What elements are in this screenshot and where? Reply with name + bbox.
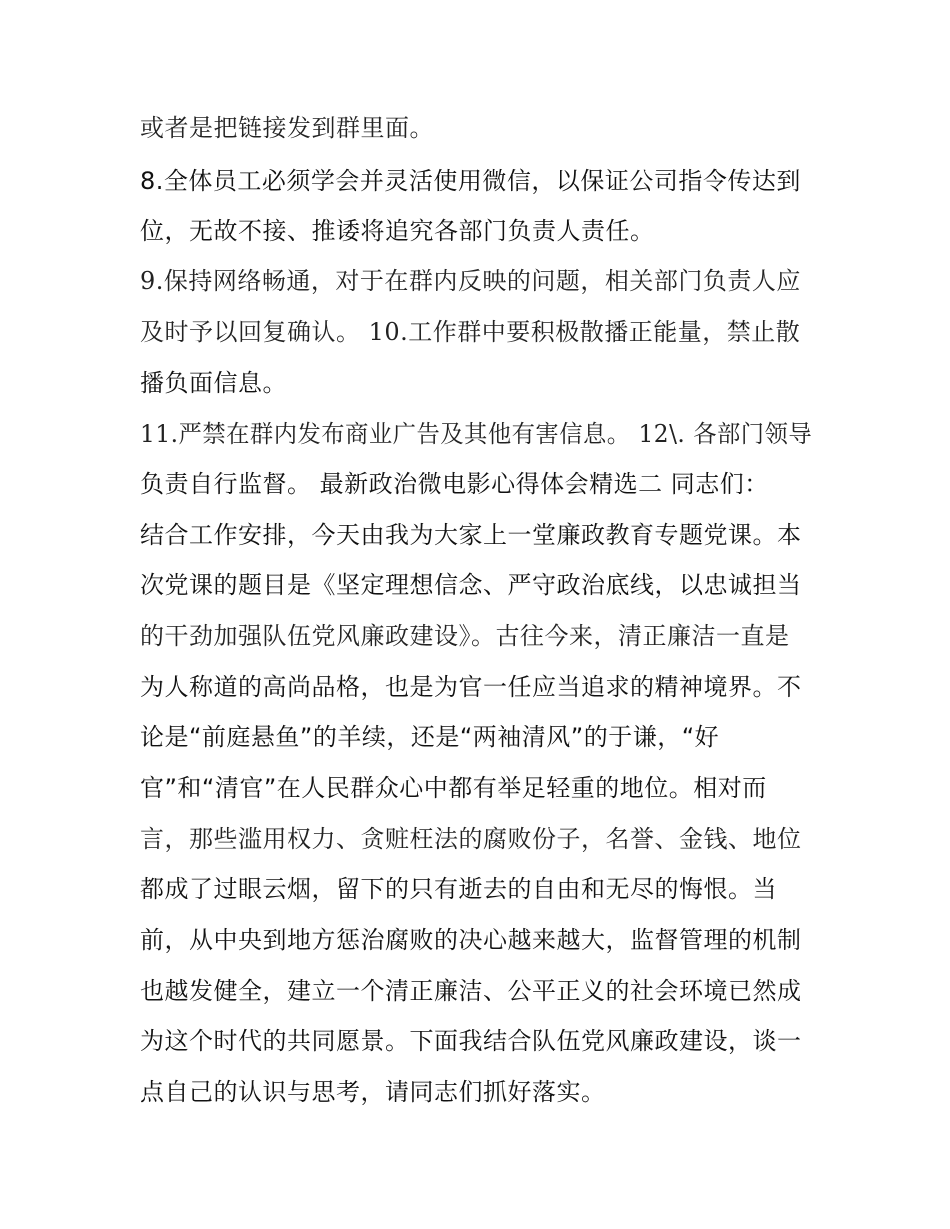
text-line: 也越发健全，建立一个清正廉洁、公平正义的社会环境已然成 [140, 977, 802, 1005]
text-line: 9.保持网络畅通，对于在群内反映的问题，相关部门负责人应 [140, 267, 801, 295]
text-line: 或者是把链接发到群里面。 [140, 114, 434, 142]
text-line: 言，那些滥用权力、贪赃枉法的腐败份子，名誉、金钱、地位 [140, 825, 802, 853]
text-line: 播负面信息。 [140, 369, 287, 397]
text-line: 次党课的题目是《坚定理想信念、严守政治底线，以忠诚担当 [140, 571, 802, 599]
text-line: 前，从中央到地方惩治腐败的决心越来越大，监督管理的机制 [140, 926, 802, 954]
text-line: 为这个时代的共同愿景。下面我结合队伍党风廉政建设，谈一 [140, 1027, 802, 1055]
text-line: 的干劲加强队伍党风廉政建设》。古往今来，清正廉洁一直是 [140, 622, 790, 650]
text-line: 负责自行监督。 最新政治微电影心得体会精选二 同志们： [140, 470, 769, 498]
text-line: 都成了过眼云烟，留下的只有逝去的自由和无尽的悔恨。当 [140, 875, 777, 903]
text-line: 论是“前庭悬鱼”的羊续，还是“两袖清风”的于谦，“好 [140, 723, 720, 751]
text-line: 8.全体员工必须学会并灵活使用微信，以保证公司指令传达到 [140, 167, 801, 195]
text-line: 结合工作安排，今天由我为大家上一堂廉政教育专题党课。本 [140, 521, 802, 549]
text-line: 点自己的认识与思考，请同志们抓好落实。 [140, 1078, 606, 1106]
text-line: 11.严禁在群内发布商业广告及其他有害信息。 12\. 各部门领导 [140, 420, 813, 448]
text-line: 官”和“清官”在人民群众心中都有举足轻重的地位。相对而 [140, 774, 767, 802]
text-line: 位，无故不接、推诿将追究各部门负责人责任。 [140, 217, 655, 245]
text-line: 及时予以回复确认。 10.工作群中要积极散播正能量，禁止散 [140, 318, 801, 346]
text-line: 为人称道的高尚品格，也是为官一任应当追求的精神境界。不 [140, 673, 802, 701]
